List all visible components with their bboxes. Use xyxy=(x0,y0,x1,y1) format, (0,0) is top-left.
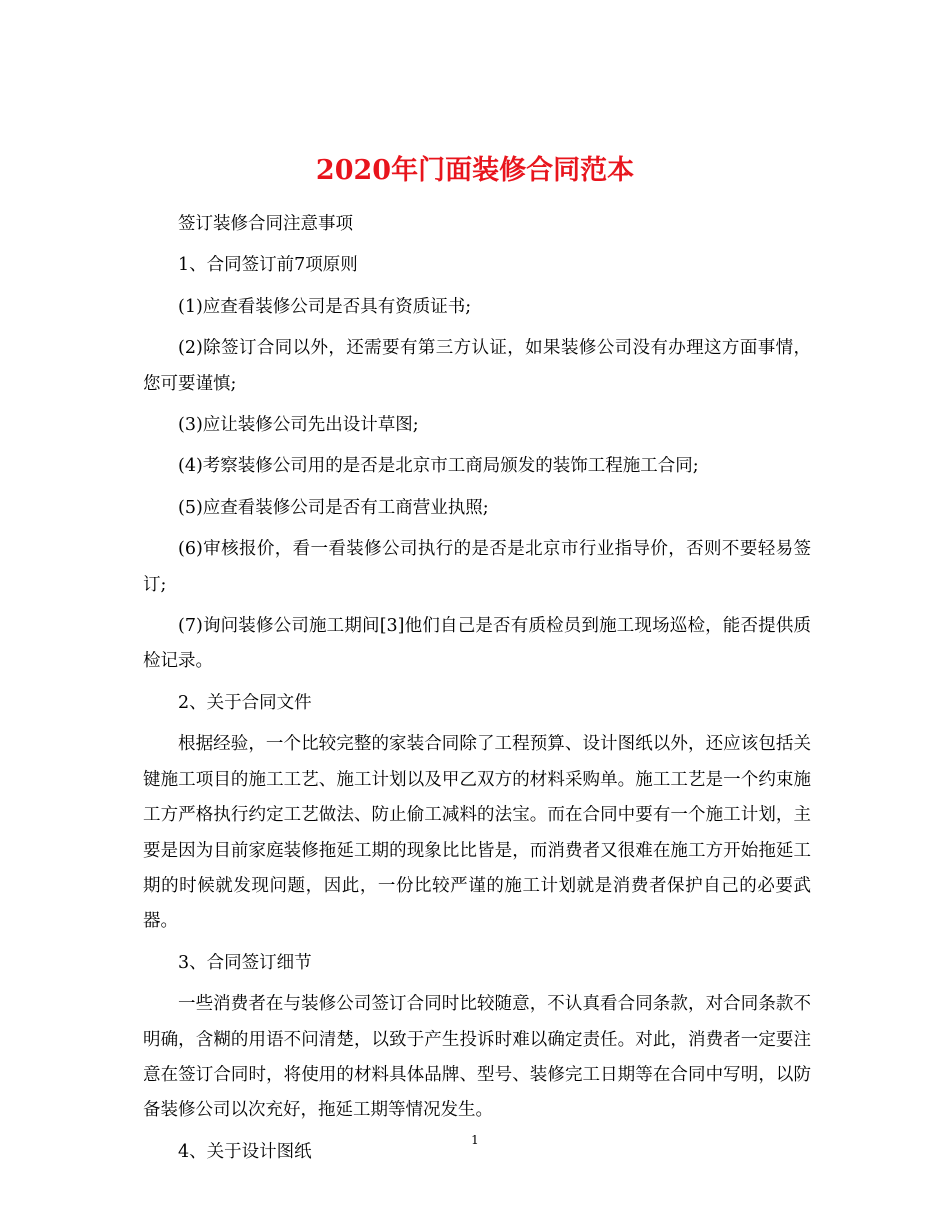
list-item-6: (6)审核报价，看一看装修公司执行的是否是北京市行业指导价，否则不要轻易签订; xyxy=(143,539,811,595)
section-heading-signing-details: 3、合同签订细节 xyxy=(178,952,312,973)
section-heading-contract-files: 2、关于合同文件 xyxy=(178,692,312,713)
section-heading-design-drawings: 4、关于设计图纸 xyxy=(178,1141,312,1162)
document-body xyxy=(143,207,811,1170)
list-item-1: (1)应查看装修公司是否具有资质证书; xyxy=(178,296,472,317)
paragraph-signing-details: 一些消费者在与装修公司签订合同时比较随意，不认真看合同条款，对合同条款不明确，含糊的用语不问清楚，以致于产生投诉时难以确定责任。对此，消费者一定要注意在签订合同时，将使用的材料具体品牌、型号、装修完工日期等在合同中写明，以防备装修公司以次充好，拖延工期等情况发生。 xyxy=(143,994,811,1121)
paragraph-contract-files: 根据经验，一个比较完整的家装合同除了工程预算、设计图纸以外，还应该包括关键施工项目的施工工艺、施工计划以及甲乙双方的材料采购单。施工工艺是一个约束施工方严格执行约定工艺做法、防止偷工减料的法宝。而在合同中要有一个施工计划，主要是因为目前家庭装修拖延工期的现象比比皆是，而消费者又很难在施工方开始拖延工期的时候就发现问题，因此，一份比较严谨的施工计划就是消费者保护自己的必要武器。 xyxy=(143,734,811,932)
list-item-3: (3)应让装修公司先出设计草图; xyxy=(178,415,419,436)
document-title: 2020年门面装修合同范本 xyxy=(315,155,635,187)
list-item-2: (2)除签订合同以外，还需要有第三方认证，如果装修公司没有办理这方面事情，您可要谨慎; xyxy=(143,338,811,394)
list-item-7: (7)询问装修公司施工期间[3]他们自己是否有质检员到施工现场巡检，能否提供质检记录。 xyxy=(143,616,811,672)
section-heading-notes: 签订装修合同注意事项 xyxy=(178,214,353,234)
list-item-4: (4)考察装修公司用的是否是北京市工商局颁发的装饰工程施工合同; xyxy=(178,456,699,477)
page-number: 1 xyxy=(471,1133,479,1147)
list-item-5: (5)应查看装修公司是否有工商营业执照; xyxy=(178,497,489,518)
section-heading-principles: 1、合同签订前7项原则 xyxy=(178,255,358,276)
